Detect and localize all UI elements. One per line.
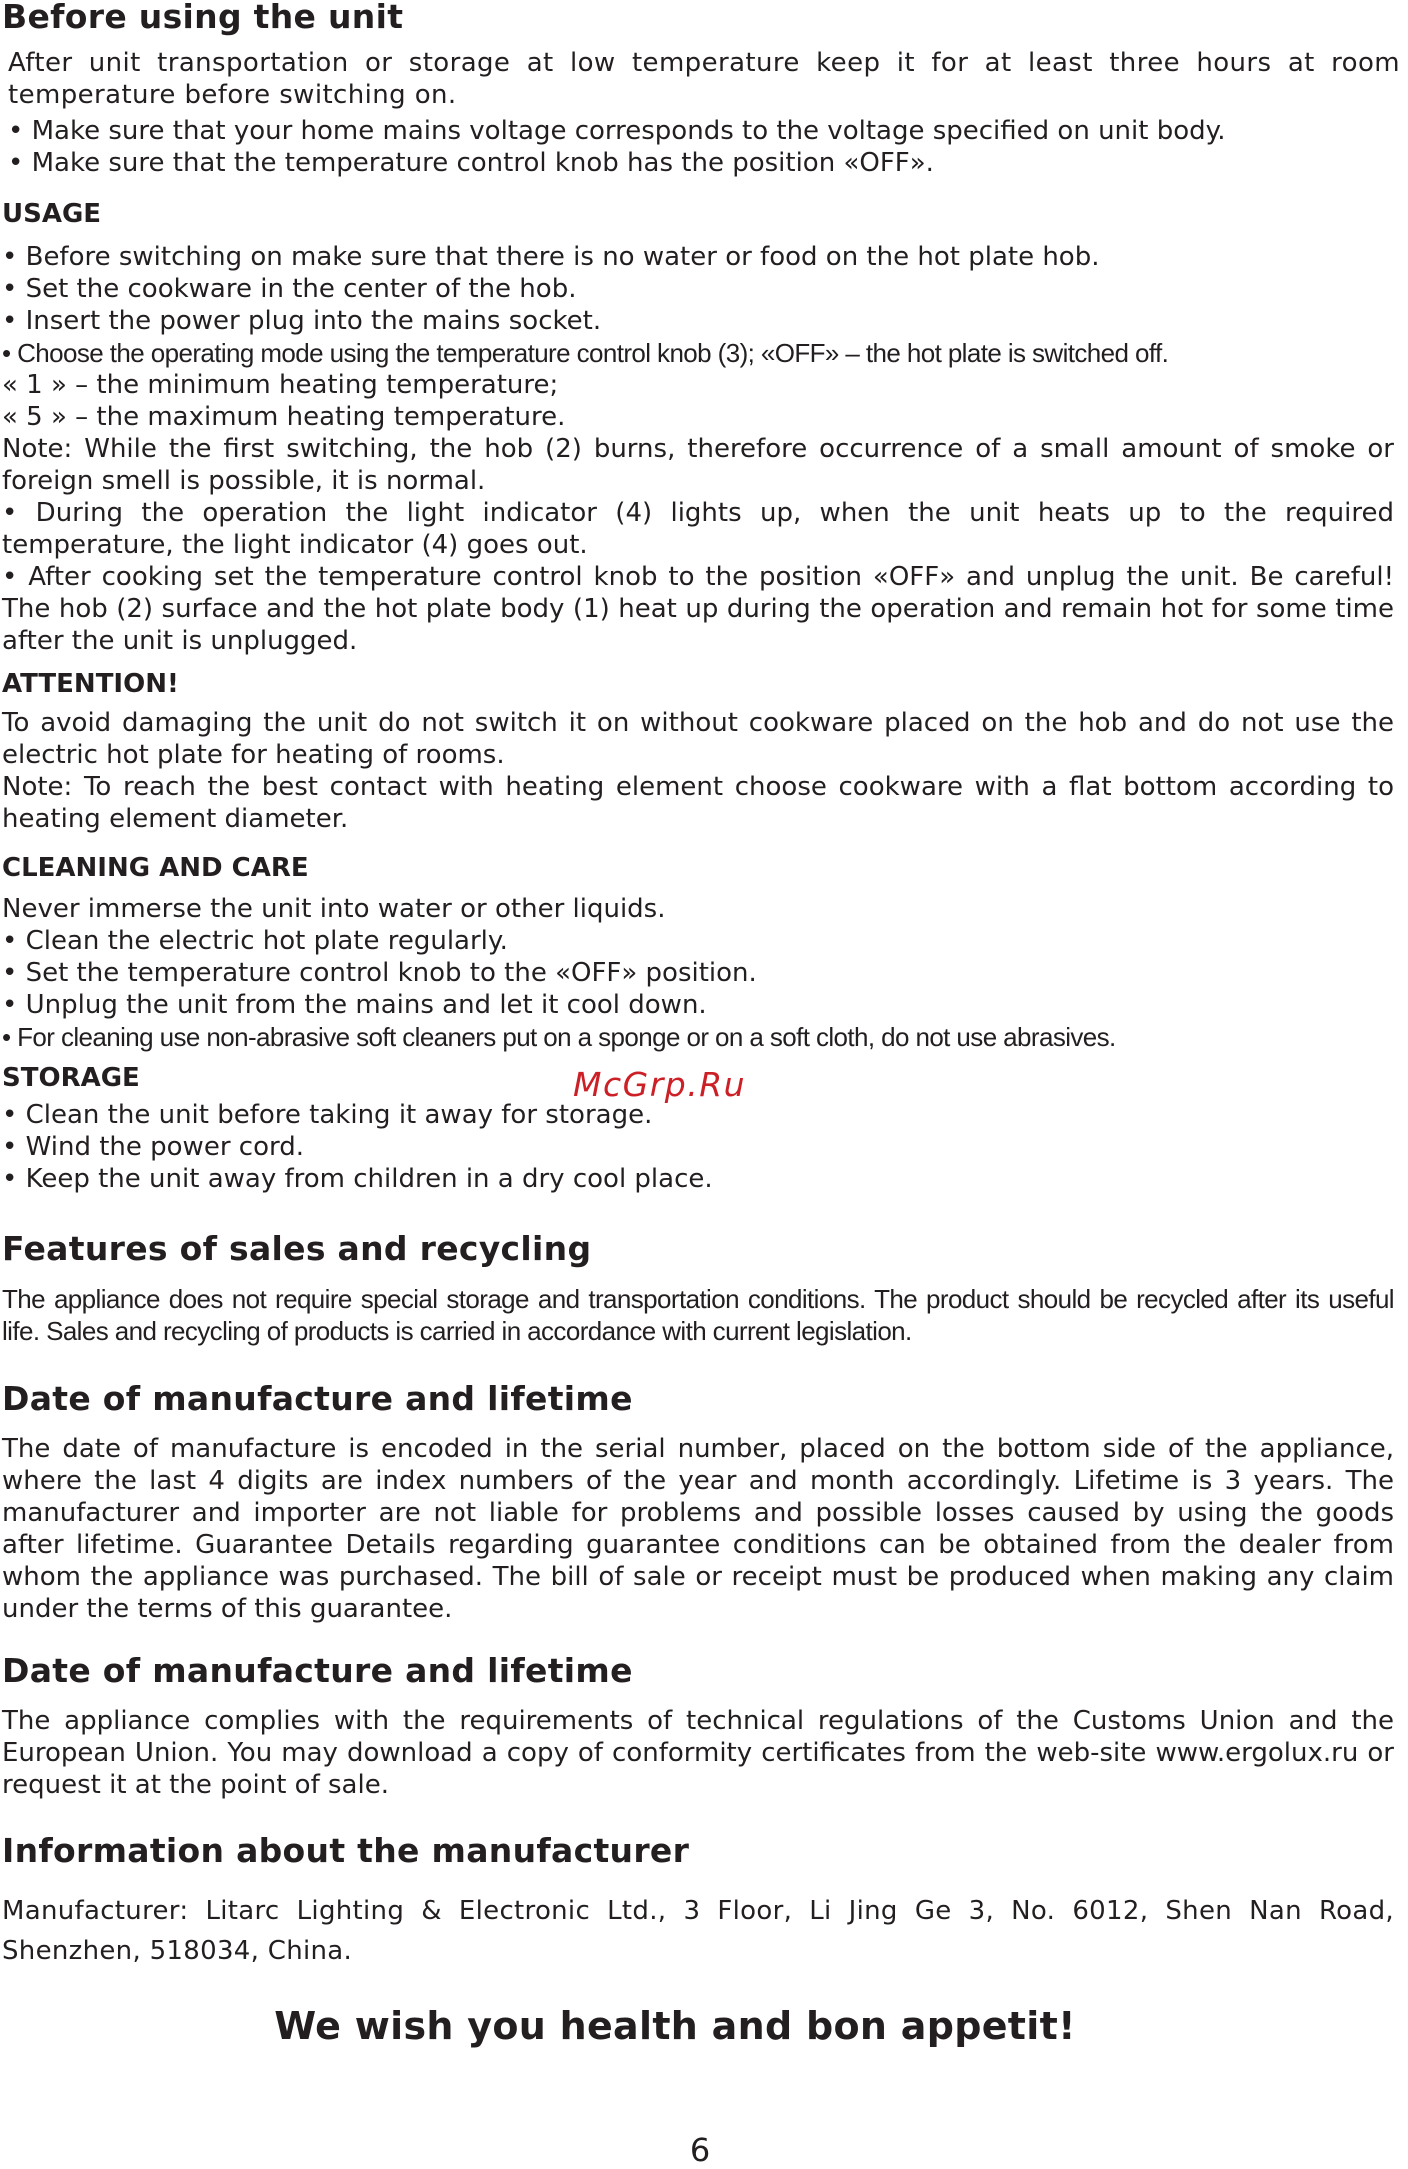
usage-note-first-switching: Note: While the first switching, the hob (2) burns, therefore occurrence of a small amount of smoke or foreign smell is possible, it is normal. — [2, 434, 1394, 496]
before-using-bullet-voltage: • Make sure that your home mains voltage corresponds to the voltage specified on unit body. — [8, 116, 1226, 146]
storage-line-1: • Clean the unit before taking it away for storage. — [2, 1100, 653, 1130]
date-lifetime-text-2: The appliance complies with the requirements of technical regulations of the Customs Union and the European Union. You may download a copy of conformity certificates from the web-site www.ergolux.ru or request it at the point of sale. — [2, 1706, 1394, 1800]
sales-recycling-text: The appliance does not require special storage and transportation conditions. The product should be recycled after its useful life. Sales and recycling of products is carried in accordance with current legislation. — [2, 1284, 1394, 1346]
usage-line-6: « 5 » – the maximum heating temperature. — [2, 402, 566, 432]
watermark-logo: McGrp.Ru — [573, 1065, 747, 1104]
cleaning-line-4: • Unplug the unit from the mains and let it cool down. — [2, 990, 707, 1020]
closing-wish: We wish you health and bon appetit! — [274, 2004, 1076, 2048]
manufacturer-text: Manufacturer: Litarc Lighting & Electronic Ltd., 3 Floor, Li Jing Ge 3, No. 6012, Shen Nan Road, Shenzhen, 518034, China. — [2, 1896, 1394, 1966]
usage-line-3: • Insert the power plug into the mains socket. — [2, 306, 602, 336]
cleaning-line-5: • For cleaning use non-abrasive soft cleaners put on a sponge or on a soft cloth, do not use abrasives. — [2, 1022, 1116, 1052]
usage-after-cooking: • After cooking set the temperature control knob to the position «OFF» and unplug the unit. Be careful! The hob (2) surface and the hot plate body (1) heat up during the operation and remain hot for some time after the unit is unplugged. — [2, 562, 1394, 656]
before-using-intro: After unit transportation or storage at low temperature keep it for at least three hours at room temperature before switching on. — [8, 48, 1400, 110]
cleaning-line-1: Never immerse the unit into water or other liquids. — [2, 894, 666, 924]
section-title-cleaning: CLEANING AND CARE — [2, 853, 309, 883]
page-number: 6 — [689, 2131, 711, 2169]
attention-paragraph-2: Note: To reach the best contact with heating element choose cookware with a flat bottom according to heating element diameter. — [2, 772, 1394, 834]
section-title-date-lifetime-2: Date of manufacture and lifetime — [2, 1651, 633, 1690]
storage-line-3: • Keep the unit away from children in a dry cool place. — [2, 1164, 713, 1194]
date-lifetime-text-1: The date of manufacture is encoded in the serial number, placed on the bottom side of the appliance, where the last 4 digits are index numbers of the year and month accordingly. Lifetime is 3 years. The manufacturer and importer are not liable for problems and possible losses caused by using the goods after lifetime. Guarantee Details regarding guarantee conditions can be obtained from the dealer from whom the appliance was purchased. The bill of sale or receipt must be produced when making any claim under the terms of this guarantee. — [2, 1434, 1394, 1624]
storage-line-2: • Wind the power cord. — [2, 1132, 304, 1162]
usage-line-5: « 1 » – the minimum heating temperature; — [2, 370, 559, 400]
section-title-date-lifetime-1: Date of manufacture and lifetime — [2, 1379, 633, 1418]
usage-light-indicator: • During the operation the light indicator (4) lights up, when the unit heats up to the required temperature, the light indicator (4) goes out. — [2, 498, 1394, 560]
cleaning-line-3: • Set the temperature control knob to the «OFF» position. — [2, 958, 757, 988]
cleaning-line-2: • Clean the electric hot plate regularly. — [2, 926, 508, 956]
usage-line-2: • Set the cookware in the center of the hob. — [2, 274, 577, 304]
section-title-attention: ATTENTION! — [2, 669, 179, 699]
section-title-storage: STORAGE — [2, 1063, 140, 1093]
usage-line-4: • Choose the operating mode using the temperature control knob (3); «OFF» – the hot plate is switched off. — [2, 338, 1169, 368]
attention-paragraph-1: To avoid damaging the unit do not switch it on without cookware placed on the hob and do not use the electric hot plate for heating of rooms. — [2, 708, 1394, 770]
section-title-usage: USAGE — [2, 199, 102, 229]
usage-line-1: • Before switching on make sure that there is no water or food on the hot plate hob. — [2, 242, 1100, 272]
section-title-manufacturer: Information about the manufacturer — [2, 1831, 690, 1870]
section-title-sales-recycling: Features of sales and recycling — [2, 1229, 592, 1268]
section-title-before-using: Before using the unit — [2, 0, 404, 36]
before-using-bullet-knob: • Make sure that the temperature control knob has the position «OFF». — [8, 148, 934, 178]
